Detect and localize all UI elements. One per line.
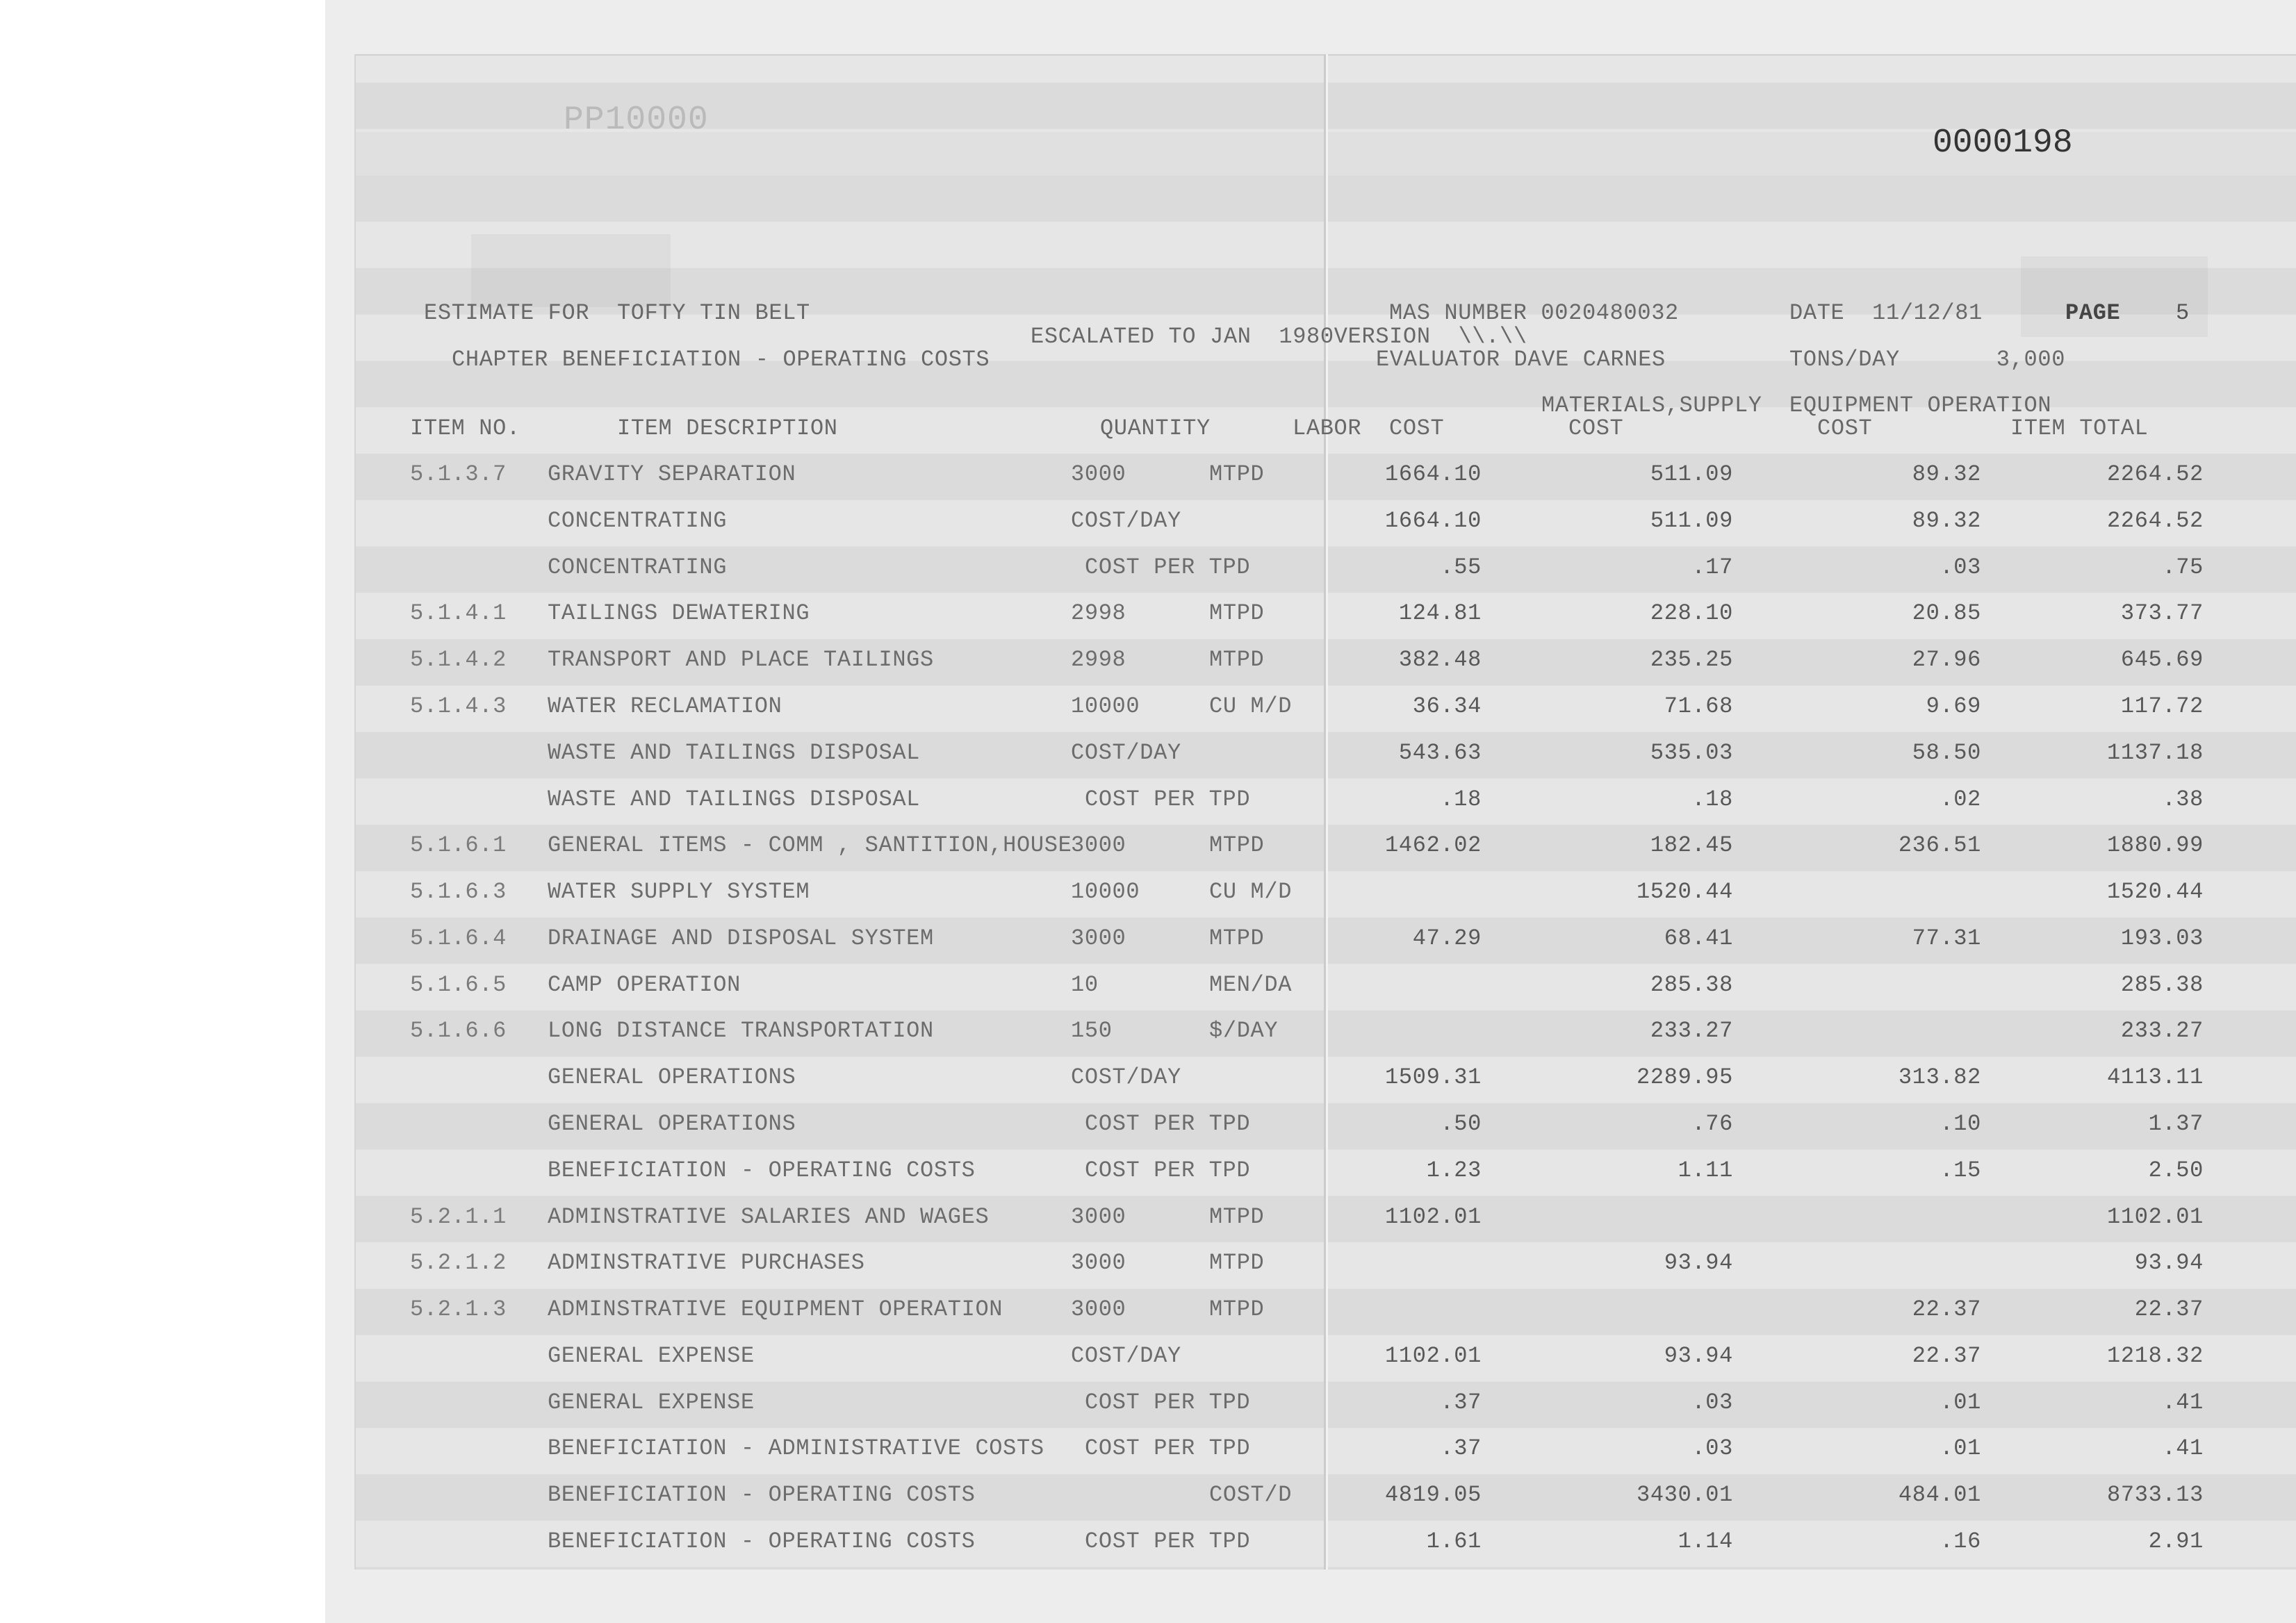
item-description: GRAVITY SEPARATION [548,461,796,487]
equipment-cost: 22.37 [1912,1296,1981,1322]
item-number: 5.1.6.4 [410,925,507,951]
item-total: 4113.11 [2107,1064,2204,1091]
quantity: 2998 [1071,600,1126,627]
quantity: 3000 [1071,1250,1126,1276]
labor-cost: 1.23 [1426,1157,1482,1183]
quantity: 3000 [1071,1296,1126,1322]
cost-basis: COST/DAY [1071,739,1181,766]
equipment-cost: .15 [1940,1157,1981,1183]
equipment-cost: 58.50 [1912,739,1981,766]
column-header-equipment-cost: COST [1817,415,1873,441]
materials-cost: 285.38 [1650,971,1733,998]
unit: MEN/DA [1209,971,1293,998]
materials-cost: 93.94 [1664,1342,1733,1369]
column-header-item-no: ITEM NO. [410,415,520,441]
equipment-cost: 236.51 [1898,832,1981,859]
table-row [0,1110,2296,1137]
table-row [0,1157,2296,1183]
item-description: GENERAL OPERATIONS [548,1064,796,1091]
materials-cost: 1520.44 [1637,879,1733,905]
table-row [0,649,2296,671]
table-row [0,507,2296,534]
table-row [0,1437,2296,1460]
cost-basis: COST PER TPD [1085,786,1251,812]
item-total: .41 [2162,1389,2204,1415]
item-description: DRAINAGE AND DISPOSAL SYSTEM [548,925,934,951]
cost-basis: COST PER TPD [1085,1435,1251,1462]
item-total: .75 [2162,554,2204,580]
labor-cost: 1462.02 [1385,832,1482,859]
materials-cost: 3430.01 [1637,1482,1733,1508]
column-header-description: ITEM DESCRIPTION [617,415,838,441]
item-total: 2.50 [2148,1157,2204,1183]
page-label: PAGE [2065,300,2121,326]
item-description: CONCENTRATING [548,554,728,580]
table-row [0,971,2296,998]
labor-cost: 1102.01 [1385,1342,1482,1369]
materials-cost: 233.27 [1650,1018,1733,1044]
item-total: 117.72 [2120,693,2204,719]
unit: CU M/D [1209,879,1293,905]
cost-basis: COST/DAY [1071,1342,1181,1369]
quantity: 3000 [1071,1203,1126,1230]
item-description: WATER RECLAMATION [548,693,782,719]
table-row [0,786,2296,812]
cost-basis: COST PER TPD [1085,1110,1251,1137]
page-number: 5 [2176,300,2190,326]
unit: $/DAY [1209,1018,1279,1044]
item-total: 1218.32 [2107,1342,2204,1369]
item-total: 1880.99 [2107,832,2204,859]
materials-cost: 1.14 [1678,1528,1733,1554]
table-row [0,1528,2296,1554]
table-row [0,1203,2296,1230]
item-number: 5.1.4.3 [410,693,507,719]
quantity: 10000 [1071,879,1140,905]
equipment-cost: .10 [1940,1110,1981,1137]
equipment-cost: .03 [1940,554,1981,580]
quantity: 3000 [1071,461,1126,487]
column-group-header-equipment: EQUIPMENT OPERATION [1789,393,2052,418]
unit: MTPD [1209,1250,1265,1276]
form-code-stamp: PP10000 [564,101,709,139]
item-description: GENERAL ITEMS - COMM , SANTITION,HOUSE [548,832,1072,859]
table-row [0,834,2296,857]
unit: MTPD [1209,832,1265,859]
unit: MTPD [1209,600,1265,627]
item-description: BENEFICIATION - ADMINISTRATIVE COSTS [548,1435,1044,1462]
tons-per-day: TONS/DAY 3,000 [1789,347,2066,372]
item-total: 193.03 [2120,925,2204,951]
item-total: 2264.52 [2107,461,2204,487]
labor-cost: 36.34 [1412,693,1482,719]
quantity: 3000 [1071,925,1126,951]
item-total: 285.38 [2120,971,2204,998]
item-total: 373.77 [2120,600,2204,627]
item-number: 5.1.6.5 [410,971,507,998]
equipment-cost: 20.85 [1912,600,1981,627]
cost-basis: COST PER TPD [1085,1389,1251,1415]
estimate-for: ESTIMATE FOR TOFTY TIN BELT [424,300,810,326]
item-total: 93.94 [2134,1250,2204,1276]
labor-cost: .37 [1440,1389,1482,1415]
equipment-cost: .01 [1940,1389,1981,1415]
mas-number: MAS NUMBER 0020480032 [1389,300,1679,326]
chapter-title: CHAPTER BENEFICIATION - OPERATING COSTS [452,347,990,372]
labor-cost: 382.48 [1398,647,1482,673]
item-description: BENEFICIATION - OPERATING COSTS [548,1157,976,1183]
labor-cost: .18 [1440,786,1482,812]
materials-cost: .03 [1691,1389,1733,1415]
cost-basis: COST PER TPD [1085,1528,1251,1554]
materials-cost: .76 [1691,1110,1733,1137]
item-description: WASTE AND TAILINGS DISPOSAL [548,739,921,766]
materials-cost: .03 [1691,1435,1733,1462]
equipment-cost: 89.32 [1912,507,1981,534]
item-description: LONG DISTANCE TRANSPORTATION [548,1018,934,1044]
labor-cost: .37 [1440,1435,1482,1462]
equipment-cost: 313.82 [1898,1064,1981,1091]
materials-cost: .17 [1691,554,1733,580]
unit: MTPD [1209,461,1265,487]
labor-cost: 4819.05 [1385,1482,1482,1508]
table-row [0,602,2296,625]
unit: MTPD [1209,647,1265,673]
labor-cost: 1664.10 [1385,507,1482,534]
unit: CU M/D [1209,693,1293,719]
item-total: 1137.18 [2107,739,2204,766]
item-description: GENERAL EXPENSE [548,1389,755,1415]
item-number: 5.1.6.6 [410,1018,507,1044]
materials-cost: .18 [1691,786,1733,812]
table-row [0,739,2296,766]
item-description: WASTE AND TAILINGS DISPOSAL [548,786,921,812]
item-number: 5.1.4.1 [410,600,507,627]
column-header-materials-cost: COST [1568,415,1624,441]
column-header-item-total: ITEM TOTAL [2010,415,2149,441]
item-number: 5.1.6.1 [410,832,507,859]
table-row [0,1252,2296,1274]
quantity: 150 [1071,1018,1113,1044]
item-total: 2.91 [2148,1528,2204,1554]
labor-cost: .50 [1440,1110,1482,1137]
labor-cost: 1.61 [1426,1528,1482,1554]
item-number: 5.1.4.2 [410,647,507,673]
equipment-cost: 484.01 [1898,1482,1981,1508]
table-row [0,1389,2296,1415]
labor-cost: 124.81 [1398,600,1482,627]
item-description: ADMINSTRATIVE SALARIES AND WAGES [548,1203,990,1230]
item-total: 1.37 [2148,1110,2204,1137]
table-row [0,881,2296,903]
evaluator: EVALUATOR DAVE CARNES [1376,347,1666,372]
item-description: BENEFICIATION - OPERATING COSTS [548,1482,976,1508]
table-row [0,1296,2296,1322]
column-group-header-materials: MATERIALS,SUPPLY [1541,393,1762,418]
item-total: .38 [2162,786,2204,812]
column-header-labor-cost: LABOR COST [1293,415,1445,441]
equipment-cost: 9.69 [1926,693,1981,719]
unit: MTPD [1209,1203,1265,1230]
labor-cost: .55 [1440,554,1482,580]
table-row [0,554,2296,580]
item-total: 1102.01 [2107,1203,2204,1230]
materials-cost: 1.11 [1678,1157,1733,1183]
item-description: WATER SUPPLY SYSTEM [548,879,810,905]
item-total: 233.27 [2120,1018,2204,1044]
materials-cost: 511.09 [1650,461,1733,487]
unit: MTPD [1209,1296,1265,1322]
equipment-cost: .02 [1940,786,1981,812]
materials-cost: 228.10 [1650,600,1733,627]
cost-basis: COST/DAY [1071,1064,1181,1091]
table-row [0,463,2296,486]
report-date: DATE 11/12/81 [1789,300,1983,326]
item-description: GENERAL EXPENSE [548,1342,755,1369]
materials-cost: 93.94 [1664,1250,1733,1276]
table-row [0,1066,2296,1089]
item-number: 5.2.1.1 [410,1203,507,1230]
table-row [0,1342,2296,1369]
item-number: 5.1.6.3 [410,879,507,905]
item-description: TAILINGS DEWATERING [548,600,810,627]
cost-basis: COST/D [1209,1482,1293,1508]
quantity: 10000 [1071,693,1140,719]
item-number: 5.2.1.3 [410,1296,507,1322]
equipment-cost: 22.37 [1912,1342,1981,1369]
item-description: CAMP OPERATION [548,971,741,998]
quantity: 10 [1071,971,1099,998]
materials-cost: 535.03 [1650,739,1733,766]
quantity: 3000 [1071,832,1126,859]
equipment-cost: .01 [1940,1435,1981,1462]
materials-cost: 182.45 [1650,832,1733,859]
item-total: .41 [2162,1435,2204,1462]
labor-cost: 1509.31 [1385,1064,1482,1091]
item-number: 5.1.3.7 [410,461,507,487]
item-total: 2264.52 [2107,507,2204,534]
equipment-cost: 89.32 [1912,461,1981,487]
item-description: ADMINSTRATIVE EQUIPMENT OPERATION [548,1296,1003,1322]
item-description: ADMINSTRATIVE PURCHASES [548,1250,865,1276]
item-description: BENEFICIATION - OPERATING COSTS [548,1528,976,1554]
column-header-quantity: QUANTITY [1100,415,1211,441]
item-description: CONCENTRATING [548,507,728,534]
labor-cost: 1664.10 [1385,461,1482,487]
cost-basis: COST PER TPD [1085,554,1251,580]
item-number: 5.2.1.2 [410,1250,507,1276]
materials-cost: 68.41 [1664,925,1733,951]
item-total: 8733.13 [2107,1482,2204,1508]
table-row [0,925,2296,951]
unit: MTPD [1209,925,1265,951]
item-total: 645.69 [2120,647,2204,673]
equipment-cost: .16 [1940,1528,1981,1554]
table-row [0,1484,2296,1506]
table-row [0,695,2296,718]
quantity: 2998 [1071,647,1126,673]
equipment-cost: 77.31 [1912,925,1981,951]
cost-basis: COST/DAY [1071,507,1181,534]
item-description: GENERAL OPERATIONS [548,1110,796,1137]
labor-cost: 47.29 [1412,925,1482,951]
document-number: 0000198 [1933,124,2073,162]
item-total: 22.37 [2134,1296,2204,1322]
materials-cost: 71.68 [1664,693,1733,719]
materials-cost: 511.09 [1650,507,1733,534]
materials-cost: 2289.95 [1637,1064,1733,1091]
escalation-note: ESCALATED TO JAN 1980VERSION \\.\\ [1031,324,1527,349]
cost-basis: COST PER TPD [1085,1157,1251,1183]
table-row [0,1020,2296,1042]
labor-cost: 1102.01 [1385,1203,1482,1230]
item-description: TRANSPORT AND PLACE TAILINGS [548,647,934,673]
materials-cost: 235.25 [1650,647,1733,673]
equipment-cost: 27.96 [1912,647,1981,673]
labor-cost: 543.63 [1398,739,1482,766]
item-total: 1520.44 [2107,879,2204,905]
